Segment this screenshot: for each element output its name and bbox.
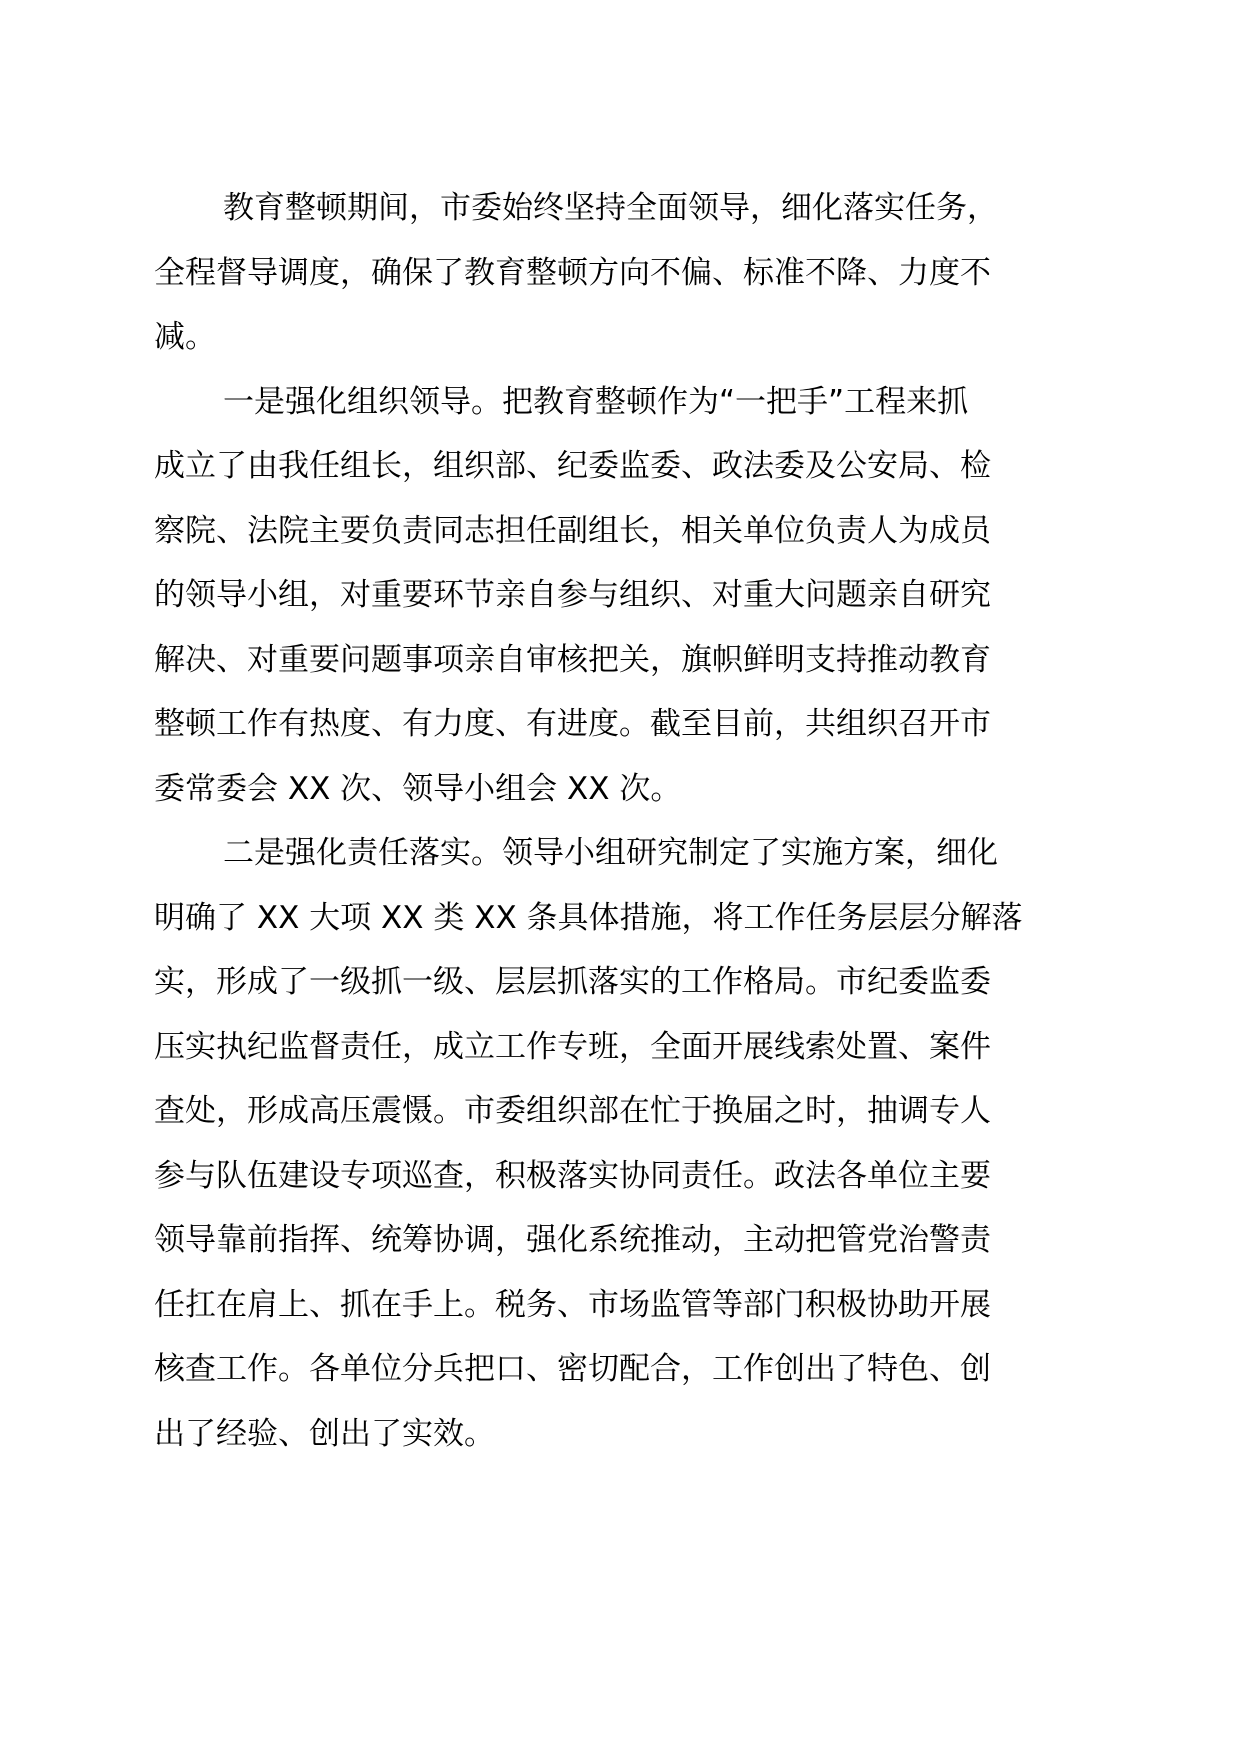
text-line: 整顿工作有热度、有力度、有进度。截至目前，共组织召开市 <box>154 706 991 742</box>
text-line: 的领导小组，对重要环节亲自参与组织、对重大问题亲自研究 <box>154 577 991 613</box>
text-line: 出了经验、创出了实效。 <box>154 1415 495 1452</box>
paragraph-intro <box>154 176 1094 370</box>
text-line: 二是强化责任落实。领导小组研究制定了实施方案，细化 <box>223 835 998 871</box>
text-line: 核查工作。各单位分兵把口、密切配合，工作创出了特色、创 <box>154 1351 991 1387</box>
text-line: 成立了由我任组长，组织部、纪委监委、政法委及公安局、检 <box>154 448 991 484</box>
text-line: 一是强化组织领导。把教育整顿作为“一把手”工程来抓 <box>223 383 969 420</box>
text-line: 任扛在肩上、抓在手上。税务、市场监管等部门积极协助开展 <box>154 1286 991 1323</box>
text-line: 领导靠前指挥、统筹协调，强化系统推动，主动把管党治警责 <box>154 1222 991 1258</box>
text-line: 压实执纪监督责任，成立工作专班，全面开展线索处置、案件 <box>154 1028 991 1065</box>
text-line: 参与队伍建设专项巡查，积极落实协同责任。政法各单位主要 <box>154 1157 991 1194</box>
text-line: 解决、对重要问题事项亲自审核把关，旗帜鲜明支持推动教育 <box>154 641 991 678</box>
text-line: 教育整顿期间，市委始终坚持全面领导，细化落实任务， <box>223 190 998 226</box>
text-line: 委常委会 XX 次、领导小组会 XX 次。 <box>154 770 682 807</box>
text-line: 察院、法院主要负责同志担任副组长，相关单位负责人为成员 <box>154 512 991 549</box>
text-line: 明确了 XX 大项 XX 类 XX 条具体措施，将工作任务层层分解落 <box>154 899 1023 936</box>
text-line: 全程督导调度，确保了教育整顿方向不偏、标准不降、力度不 <box>154 254 991 291</box>
text-line: 查处，形成高压震慑。市委组织部在忙于换届之时，抽调专人 <box>154 1093 991 1129</box>
paragraph-organization-leadership <box>154 370 1094 822</box>
text-line: 减。 <box>154 319 216 355</box>
document-body <box>154 176 1094 1466</box>
paragraph-responsibility <box>154 821 1094 1466</box>
text-line: 实，形成了一级抓一级、层层抓落实的工作格局。市纪委监委 <box>154 964 991 1000</box>
